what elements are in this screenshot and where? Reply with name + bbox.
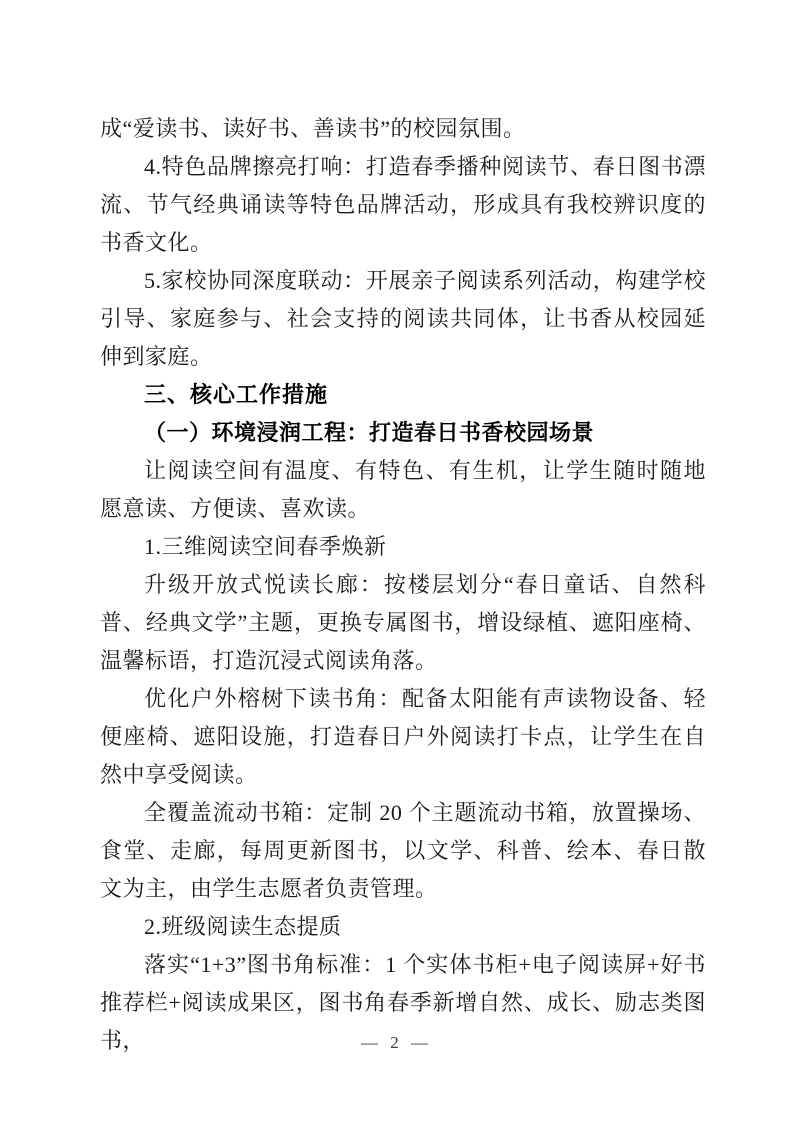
paragraph: 4.特色品牌擦亮打响：打造春季播种阅读节、春日图书漂流、节气经典诵读等特色品牌活动，形成具有我校辨识度的书香文化。 (100, 154, 706, 255)
paragraph: 2.班级阅读生态提质 (144, 914, 342, 939)
paragraph: 升级开放式悦读长廊：按楼层划分“春日童话、自然科普、经典文学”主题，更换专属图书，增设绿植、遮阳座椅、温馨标语，打造沉浸式阅读角落。 (100, 572, 706, 673)
paragraph: 成“爱读书、读好书、善读书”的校园氛围。 (100, 116, 526, 141)
paragraph: 1.三维阅读空间春季焕新 (144, 534, 387, 559)
paragraph: 落实“1+3”图书角标准：1 个实体书柜+电子阅读屏+好书推荐栏+阅读成果区，图书角春季新增自然、成长、励志类图书， (100, 952, 706, 1053)
paragraph: 优化户外榕树下读书角：配备太阳能有声读物设备、轻便座椅、遮阳设施，打造春日户外阅读打卡点，让学生在自然中享受阅读。 (100, 686, 706, 787)
paragraph: 5.家校协同深度联动：开展亲子阅读系列活动，构建学校引导、家庭参与、社会支持的阅读共同体，让书香从校园延伸到家庭。 (100, 268, 706, 369)
document-body (100, 110, 706, 1060)
section-heading: 三、核心工作措施 (144, 382, 329, 407)
section-heading: （一）环境浸润工程：打造春日书香校园场景 (144, 420, 595, 445)
paragraph: 全覆盖流动书箱：定制 20 个主题流动书箱，放置操场、食堂、走廊，每周更新图书，以文学、科普、绘本、春日散文为主，由学生志愿者负责管理。 (100, 800, 706, 901)
paragraph: 让阅读空间有温度、有特色、有生机，让学生随时随地愿意读、方便读、喜欢读。 (100, 458, 706, 521)
page-number: — 2 — (361, 1033, 432, 1052)
